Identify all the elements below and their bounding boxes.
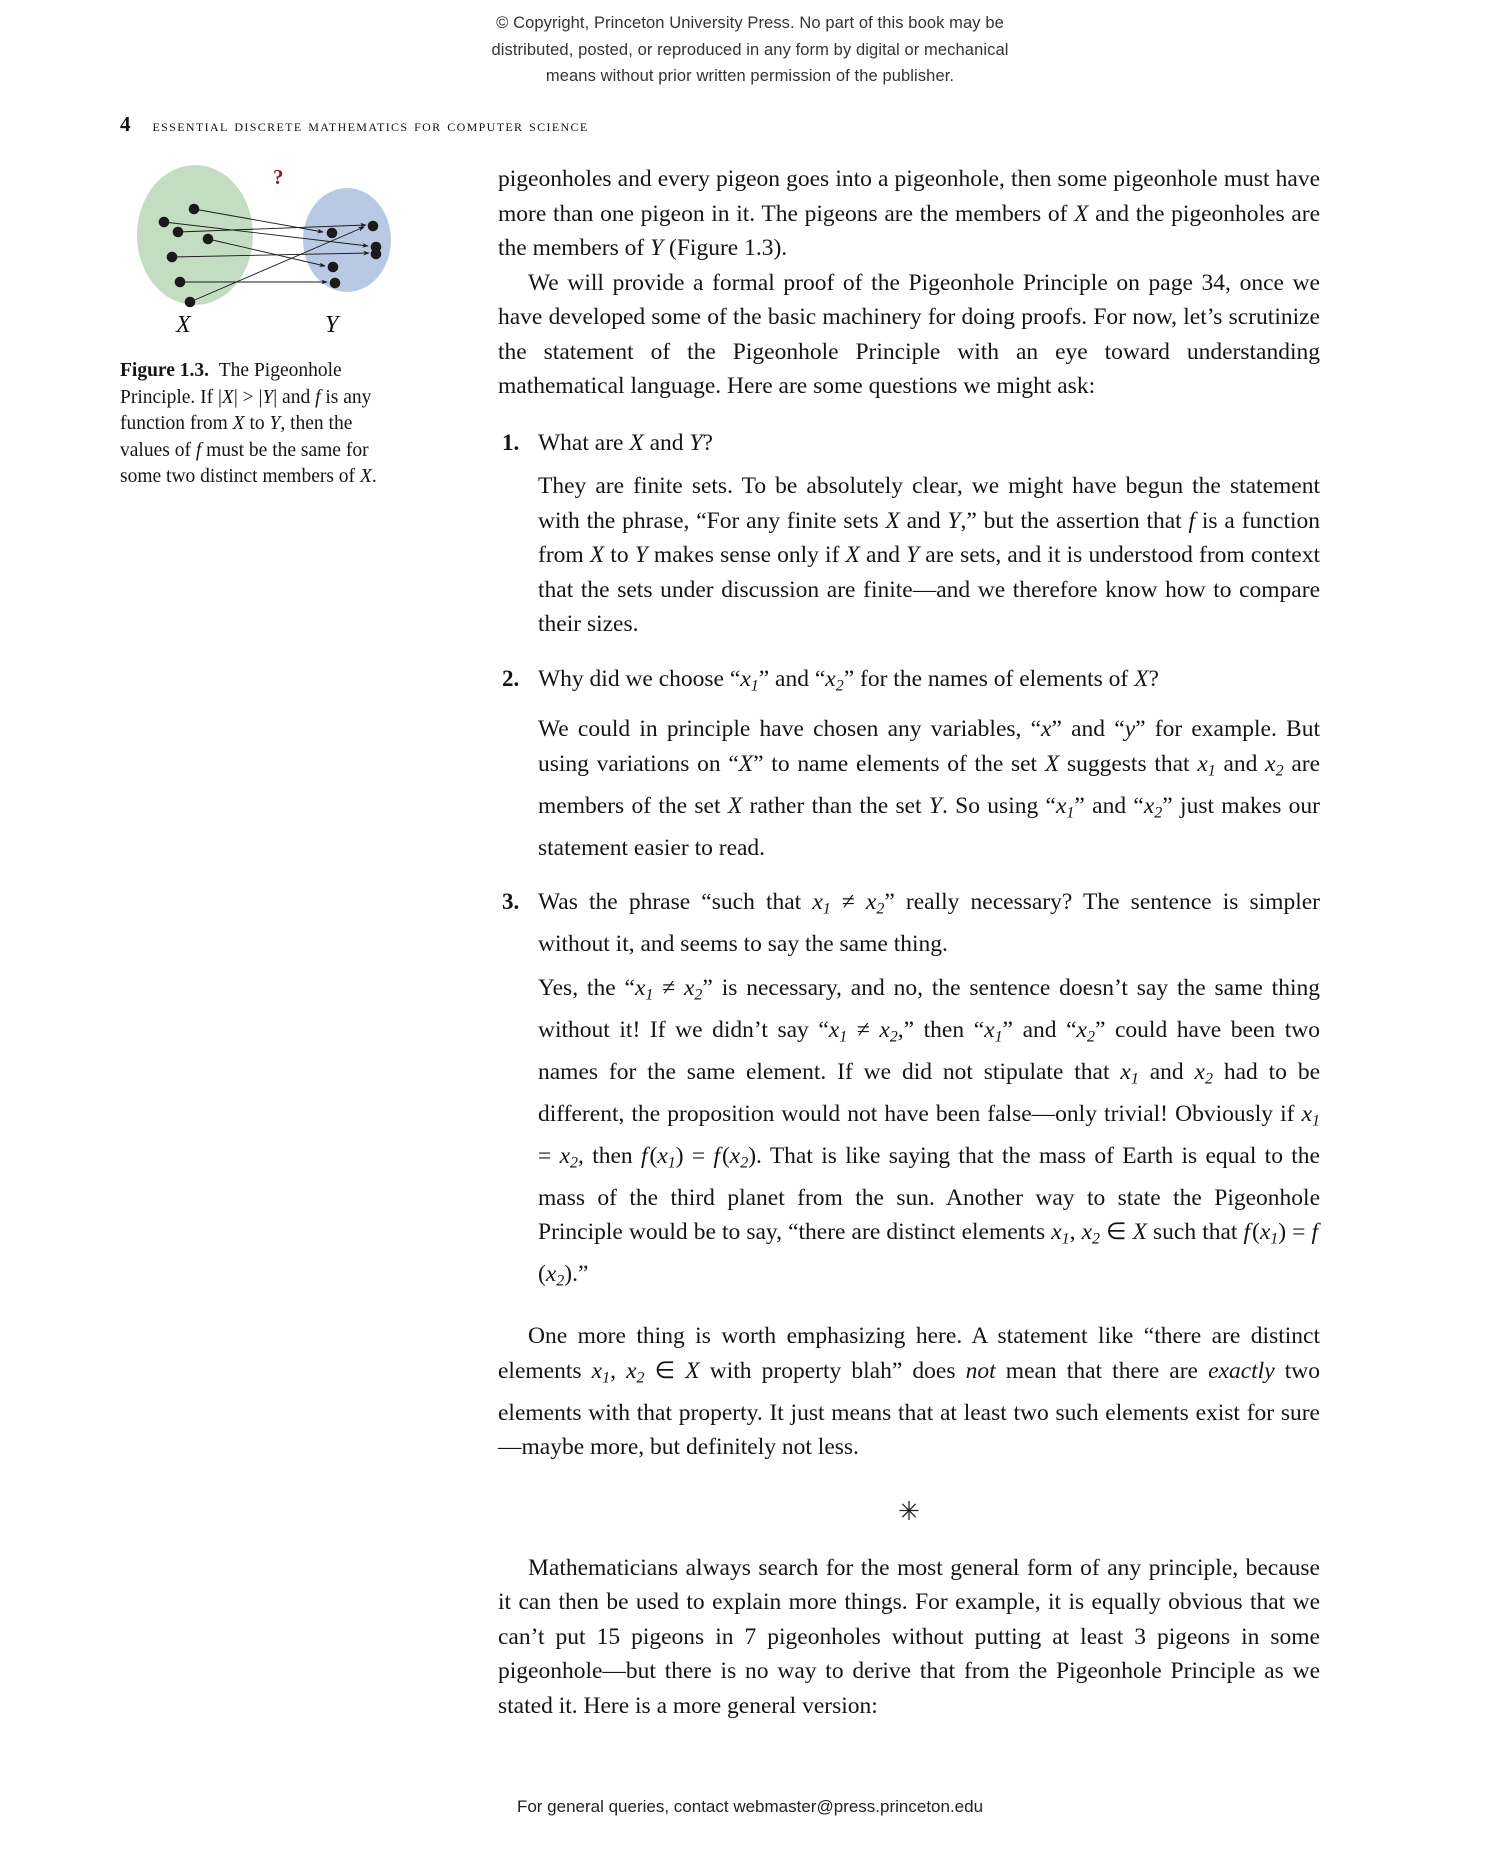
questions-list <box>498 426 1320 1300</box>
question-mark-annotation: ? <box>273 165 284 189</box>
set-y-label: Y <box>325 312 339 338</box>
paragraph-3: One more thing is worth emphasizing here. A statement like “there are distinct elements $x_1$, $x_2$ ∈ X with property blah” does not mean that there are exactly two elements with that property. It just means that at least two such elements exist for sure—maybe more, but definitely not less. <box>498 1323 1321 1461</box>
running-head <box>120 112 589 137</box>
pigeonhole-diagram-svg <box>120 162 420 312</box>
answer-text-3: Yes, the “$x_1 \ne x_2$” is necessary, and no, the sentence doesn’t say the same thing without it! If we didn’t say “$x_1 \ne x_2$,” then “$x_1$” and “$x_2$” could have been two names for the same element. If we did not stipulate that $x_1$ and $x_2$ had to be different, the proposition would not have been false—only trivial! Obviously if $x_1 = x_2$, then f $(x_1) = f$ $(x_2)$. That is like saying that the mass of Earth is equal to the mass of the third planet from the sun. Another way to state the Pigeonhole Principle would be to say, “there are distinct elements $x_1$, $x_2$ ∈ X such that f $(x_1) = f$ $(x_2)$.” <box>538 974 1321 1290</box>
text-column <box>498 162 1320 1723</box>
question-text-2: Why did we choose “$x_1$” and “$x_2$” for the names of elements of X? <box>538 665 1159 694</box>
paragraph-1: pigeonholes and every pigeon goes into a pigeonhole, then some pigeonhole must have more than one pigeon in it. The pigeons are the members of X and the pigeonholes are the members of Y (Figure 1.3). <box>498 166 1320 261</box>
question-number-3: 3. <box>502 889 520 915</box>
question-number-2: 2. <box>502 665 520 691</box>
figure-caption-l3: function from X to Y, then the <box>120 413 353 434</box>
answer-text-1: They are finite sets. To be absolutely clear, we might have begun the statement with the phrase, “For any finite sets X and Y,” but the assertion that f is a function from X to Y makes sense only if X and Y are sets, and it is understood from context that the sets under discussion are finite—and we therefore know how to compare their sizes. <box>538 473 1321 637</box>
question-item-3 <box>498 885 1320 1299</box>
question-item-1 <box>498 426 1320 642</box>
copyright-line-1: © Copyright, Princeton University Press. No part of this book may be <box>496 14 1004 32</box>
figure-caption <box>120 358 392 491</box>
section-divider: ✳ <box>898 1496 920 1526</box>
set-labels <box>120 312 420 342</box>
copyright-line-3: means without prior written permission of the publisher. <box>545 67 955 86</box>
book-title: essential discrete mathematics for computer science <box>152 115 589 135</box>
figure-caption-l5: some two distinct members of X. <box>120 466 377 487</box>
figure-caption-l4: values of f must be the same for <box>120 439 369 461</box>
copyright-notice <box>0 10 1500 90</box>
paragraph-4: Mathematicians always search for the most general form of any principle, because it can then be used to explain more things. For example, it is equally obvious that we can’t put 15 pigeons in 7 pigeonholes without putting at least 3 pigeons in some pigeonhole—but there is no way to derive that from the Pigeonhole Principle as we stated it. Here is a more general version: <box>498 1554 1320 1719</box>
question-item-2 <box>498 662 1320 866</box>
set-x-ellipse <box>137 165 253 305</box>
question-text-1: What are X and Y? <box>538 429 713 456</box>
figure-column <box>120 162 420 491</box>
answer-text-2: We could in principle have chosen any variables, “x” and “y” for example. But using variations on “X” to name elements of the set X suggests that $x_1$ and $x_2$ are members of the set X rather than the set Y. So using “$x_1$” and “$x_2$” just makes our statement easier to read. <box>538 716 1321 861</box>
page-number: 4 <box>120 112 131 136</box>
figure-caption-label: Figure 1.3. <box>120 360 210 381</box>
question-text-3: Was the phrase “such that $x_1 \ne x_2$” really necessary? The sentence is simpler without it, and seems to say the same thing. <box>538 889 1320 958</box>
set-x-label: X <box>176 312 191 338</box>
question-number-1: 1. <box>502 429 520 455</box>
copyright-line-2: distributed, posted, or reproduced in any form by digital or mechanical <box>491 40 1009 59</box>
paragraph-2: We will provide a formal proof of the Pigeonhole Principle on page 34, once we have developed some of the basic machinery for doing proofs. For now, let’s scrutinize the statement of the Pigeonhole Principle with an eye toward understanding mathematical language. Here are some questions we might ask: <box>498 269 1320 399</box>
figure-caption-l2: Principle. If |X| > |Y| and f is any <box>120 386 372 408</box>
page-footer: For general queries, contact webmaster@press.princeton.edu <box>516 1797 984 1816</box>
figure-caption-l1: The Pigeonhole <box>213 360 342 381</box>
figure-1-3-artwork <box>120 162 420 312</box>
